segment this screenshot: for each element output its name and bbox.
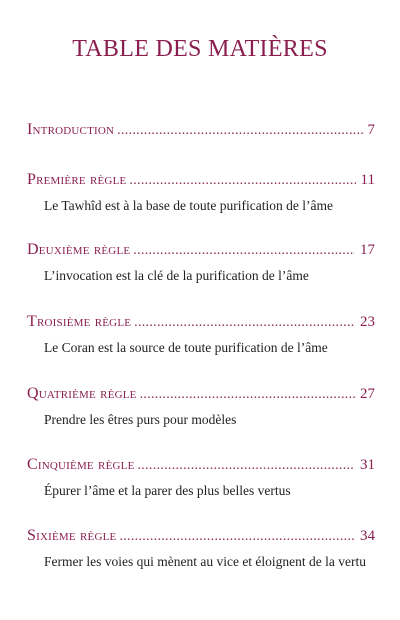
toc-entry-name: Première règle <box>27 171 127 188</box>
toc-entry-name: Quatrième règle <box>27 385 137 402</box>
toc-entry-line <box>27 527 375 549</box>
toc-entry-name: Sixième règle <box>27 527 117 544</box>
toc-page-number: 23 <box>360 314 375 330</box>
dot-leader <box>119 529 355 545</box>
toc-entry-description: Épurer l’âme et la parer des plus belles vertus <box>44 483 291 498</box>
toc-entry-introduction[interactable] <box>27 121 375 143</box>
toc-entry-line <box>27 171 375 193</box>
toc-entry-name: Troisième règle <box>27 313 132 330</box>
toc-entry-line <box>27 313 375 335</box>
toc-page-number: 34 <box>360 528 375 544</box>
dot-leader <box>117 123 362 139</box>
toc-entry-line <box>27 121 375 143</box>
toc-entry-description: Le Coran est la source de toute purification de l’âme <box>44 340 328 355</box>
toc-page-number: 31 <box>360 457 375 473</box>
toc-entry-name: Introduction <box>27 121 115 138</box>
toc-entry-line <box>27 385 375 407</box>
dot-leader <box>129 173 355 189</box>
page-title: TABLE DES MATIÈRES <box>72 36 328 62</box>
toc-entry-cinquieme-regle[interactable] <box>27 456 375 499</box>
toc-entry-description: Le Tawhîd est à la base de toute purification de l’âme <box>44 198 333 213</box>
toc-entry-name: Cinquième règle <box>27 456 135 473</box>
toc-entry-sixieme-regle[interactable] <box>27 527 375 570</box>
dot-leader <box>134 315 355 331</box>
toc-entry-deuxieme-regle[interactable] <box>27 241 375 284</box>
toc-entry-line <box>27 456 375 478</box>
toc-page-number: 11 <box>360 172 375 188</box>
toc-entry-description: L’invocation est la clé de la purification de l’âme <box>44 268 309 283</box>
toc-entry-premiere-regle[interactable] <box>27 171 375 214</box>
toc-page-number: 27 <box>360 386 375 402</box>
toc-entry-troisieme-regle[interactable] <box>27 313 375 356</box>
toc-page-number: 17 <box>360 242 375 258</box>
toc-entry-description: Fermer les voies qui mènent au vice et éloignent de la vertu <box>44 554 367 569</box>
toc-entry-quatrieme-regle[interactable] <box>27 385 375 428</box>
toc-entry-description: Prendre les êtres purs pour modèles <box>44 412 237 427</box>
toc-entry-name: Deuxième règle <box>27 241 131 258</box>
toc-page-number: 7 <box>367 122 375 138</box>
dot-leader <box>133 243 355 259</box>
dot-leader <box>138 458 356 474</box>
dot-leader <box>140 387 355 403</box>
toc-entry-line <box>27 241 375 263</box>
